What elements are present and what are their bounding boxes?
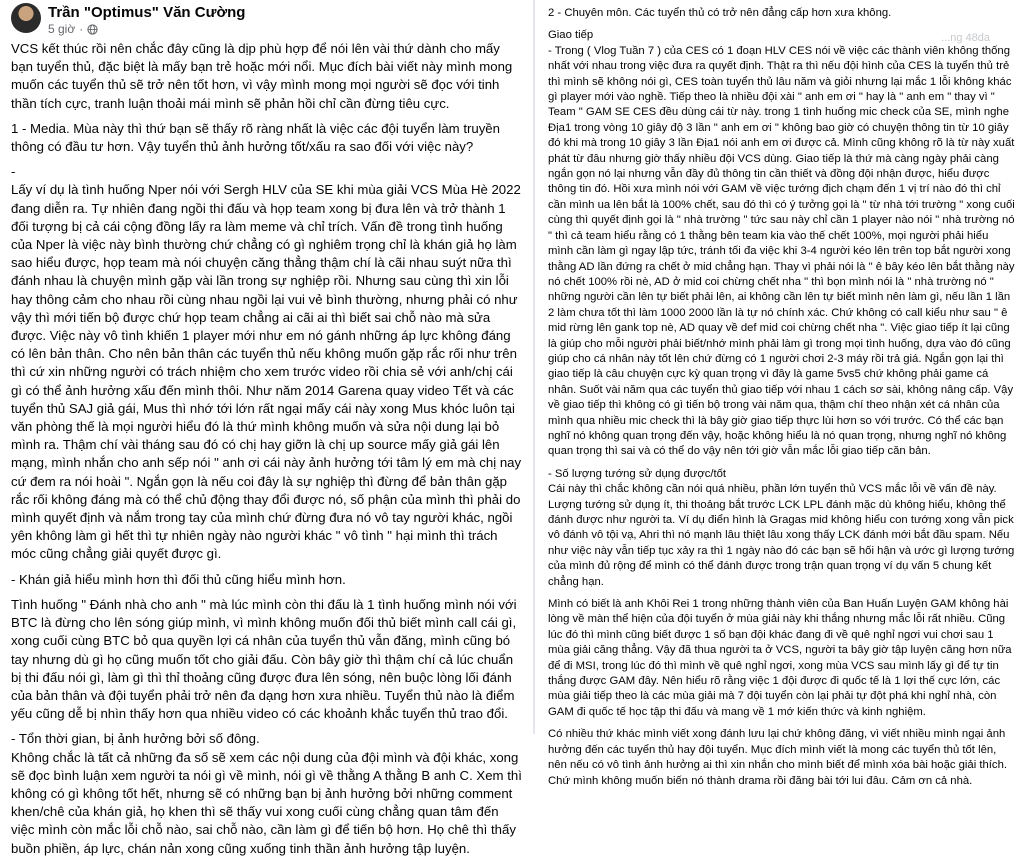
post-header — [0, 0, 532, 40]
post-paragraph: - Lấy ví dụ là tình huống Nper nói với Sergh HLV của SE khi mùa giải VCS Mùa Hè 2022 đang diễn ra. Tự nhiên đang ngồi thi đấu và họp team xong bị đưa lên và trở thành 1 đối tượng bị cả cái cộng đồng lấy ra làm meme và chỉ trích. Vấn đề trong tình huống của Nper là việc này bình thường chứ chẳng có gì nghiêm trọng chỉ là khán giả họ làm sao hiểu được, họp team mà nói chuyện căng thẳng thậm chí là cãi nhau suýt nữa thì đánh nhau là chuyện mình gặp vài lần trong sự nghiệp rồi. Nhưng sau cùng thì xin lỗi hay thông cảm cho nhau rồi cùng nhau ngồi lại vui vẻ bình thường, nhưng phải có như vậy thì mới tiến bộ được chứ họp team chẳng ai cãi ai thì biết sai chỗ nào mà sửa được. Việc này vô tình khiến 1 player mới như em nó gánh những áp lực không đáng có lên bản thân. Cho nên bản thân các tuyển thủ nếu không muốn gặp rắc rối như trên thì cứ xin những người có trách nhiệm cho xem trước video rồi chia sẻ với anh/chị cái gì có thể ảnh hưởng xấu đến mình thôi. Như năm 2014 Garena quay video Tết và các tuyển thủ SAJ giả gái, Mus thì nhớ tới lớn rất ngại mấy cái này xong Mus khóc luôn tại văn phòng thế là mọi người hiểu đó là thứ mình không muốn và sửa nội dung lại bỏ mình ra. Thậm chí vài tháng sau đó có chị hay giỡn là chị up source mấy giả gái lên mạng, mình nhắn cho anh sếp nói " anh ơi cái này ảnh hưởng tới tâm lý em mà chị nay cứ đem ra nói hoài ". Ngắn gọn là nếu coi đây là sự nghiệp thì đừng để bản thân gặp rắc rối không đáng mà có thể chủ động thay đổi được nó, số phận của mình thì phải do mình quyết định và nắm trong tay của mình chứ đừng đưa nó vô tay người khác, ngồi yên không làm gì hết thì tự nhiên ngày nào người khác " vô tình " hại mình thì trách móc cũng chẳng giải quyết được gì. — [11, 164, 522, 562]
post-paragraph: 2 - Chuyên môn. Các tuyển thủ có trở nên đẳng cấp hơn xưa không. — [548, 7, 892, 19]
post-paragraph: Mình có biết là anh Khôi Rei 1 trong những thành viên của Ban Huấn Luyện GAM không hài lòng về màn thể hiện của đội tuyển ở mùa giải này khi thắng nhưng mắc lỗi rất nhiều. Cũng lúc đó thì mình cũng biết được 1 số bạn đội khác đang đi về quê nghỉ ngơi vui chơi sau 1 mùa giải căng thẳng. Vậy đã thua người ta ở VCS, người ta bây giờ tập luyện căng hơn nữa để đi MSI, trong lúc đó thì mình về quê nghỉ ngơi, xong mùa VCS sau mình lấy gì để tự tin thắng được GAM đây. Nên hiểu rõ rằng việc 1 đội được đi quốc tế là 1 lợi thế cực lớn, các mùa giải tiếp theo là các mùa giải mà 7 đội tuyển còn lại phải tự đột phá khi nghỉ nhà, còn GAM đi quốc tế học tập thi đấu và mang về 1 mớ kiến thức và kinh nghiệm. — [548, 598, 1012, 718]
post-paragraph: Có nhiều thứ khác mình viết xong đánh lưu lại chứ không đăng, vì viết nhiều mình ngại ảnh hưởng đến các tuyển thủ hay đội tuyển. Mục đích mình viết là mong các tuyển thủ tốt lên, nên nếu có vô tình ảnh hưởng ai thì xin nhắn cho mình biết để mình xóa bài hoặc giải thích. Chứ mình không muốn biến nó thành drama rồi đăng bài tới lui đâu. Cảm ơn cả nhà. — [548, 728, 1007, 787]
post-meta: 5 giờ · — [48, 22, 98, 36]
post-time[interactable]: 5 giờ — [48, 22, 76, 36]
avatar[interactable] — [11, 3, 41, 33]
post-paragraph: Giao tiếp - Trong ( Vlog Tuần 7 ) của CES có 1 đoạn HLV CES nói về việc các thành viên không thống nhất với nhau trong việc đưa ra quyết định. Thật ra thì nếu đội hình của CES là tuyển thủ trẻ thì mình sẽ không nói gì, CES toàn tuyển thủ lâu năm và giỏi nhưng lại mắc 1 lỗi không khác gì player mới vào nghề. Tiếp theo là nhiều đội xài " anh em ơi " hay là " anh em " thay vì " Team " GAM SE CES đều dùng cái từ này. trong 1 tình huống mic check của SE, mình nghe Địa1 trong vòng 10 giây độ 3 lần " anh em ơi " không bao giờ có chuyện thông tin từ 10 giây đó khi mà trong 10 giây 3 lần Địa1 nói anh em ơi được cả. Mình cũng không rõ là từ này xuất phát từ đâu nhưng giờ thấy nhiều đội VCS dùng. Giao tiếp là thứ mà càng ngày phải càng ngắn gọn nó lại nhưng vẫn đầy đủ thông tin cần thiết và đồng đội nhận được, hiểu được thông tin đó. Hồi xưa mình nói với GAM về việc tướng địch chạm đến 1 vị trí nào đó thì chỉ cần mình ua lên bắt là 100% chết, sau đó thì có ý tưởng gọi là " từ nhà tới trường " xong cuối cùng thì quyết định gọi là " nhà trường " tức sau này chỉ cần 1 player nào nói " nhà trường nó " thì cả team hiểu rằng có 1 thằng bên team kia vào thế chết 100%, mọi người phải hiểu mình cần làm gì ngay lập tức, tránh tối đa việc khi 3-4 người kéo lên trên top bắt người xong thằng AD lần đứng ra chết ở mid chẳng hạn. Thay vì phải nói là " ê bây kéo lên bắt thằng này nó chết 100% rồi nè, AD ở mid coi chừng chết nha " thì bọn mình nói là " nhà trường nó " những người cần lên tự biết phải lên, ai không cần lên tự biết mình nên làm gì, nếu lần 1 lần 2 làm chưa tốt thì làm 1000 2000 lần là tự nó chính xác. Chứ không có call kiểu như sau " ê mid rừng lên gank top nè, AD quay về def mid coi chừng chết nha ". Việc giao tiếp ít lại cũng là giúp cho mỗi người phải biết/nhớ mình phải làm gì trong mọi tình huống, dựa vào đó cũng giúp cho cá nhân này tốt lên chứ đừng có 1 người chơi 2-3 máy rồi trả giá. Ngắn gọn lại thì giao tiếp là câu chuyện cực kỳ quan trọng vì đây là game 5vs5 chứ không phải game cá nhân. Suốt vài năm qua các tuyển thủ giao tiếp với nhau 1 cách sơ sài, không nâng cấp. Vậy về giao tiếp thì không có gì tiến bộ trong vài năm qua, thậm chí theo nhận xét cá nhân của mình qua nhiều mic check thì là bây giờ giao tiếp thực lùi hơn so với trước. Có thể các bạn nghĩ nó không quan trọng đến vậy, hoặc không hiểu là nó quan trọng, nhưng nghĩ nó không quan trọng thì sai và có thể do vậy nên tới giờ vẫn mắc lỗi giao tiếp căn bản. — [548, 29, 1015, 458]
post-paragraph: Tình huống " Đánh nhà cho anh " mà lúc mình còn thi đấu là 1 tình huống mình nói với BTC là đừng cho lên sóng giúp mình, vì mình không muốn đối thủ biết mình call cái gì, xong cuối cùng BTC bỏ qua quyền lợi cá nhân của tuyển thủ vẫn đăng, mình cũng bó tay nhưng dù gì họ cũng muốn tốt cho giải đấu. Còn bây giờ thì thậm chí cả lúc chuẩn bị thi đấu nói gì, làm gì thì thỉ thoảng cũng được đưa lên sóng, nên buộc lòng lối đánh của bản thân và đội tuyển phải trở nên đa dạng hơn xưa nhiều. Tuyển thủ nào là điểm yếu cũng dễ bị nhìn thấy hơn qua nhiều video có các khoảnh khắc tuyển thủ trao đổi. — [11, 596, 517, 722]
post-body-left — [0, 40, 532, 858]
column-divider — [533, 0, 535, 734]
post-paragraph: - Tổn thời gian, bị ảnh hưởng bởi số đông. Không chắc là tất cả những đa số sẽ xem các nội dung của đội mình và đội khác, xong sẽ đọc bình luận xem người ta nói gì về mình, nói gì về thằng A thằng B anh C. Xem thì không có gì không tốt hết, nhưng sẽ có những bạn bị ảnh hưởng bởi những comment khen/chê của khán giả, họ khen thì sẽ thấy vui xong cuối cùng chẳng quan tâm đến việc mình còn mắc lỗi chỗ nào, sai chỗ nào, cần làm gì để tiến bộ hơn. Họ chê thì thấy buồn phiền, áp lực, chán nản xong cũng xuống tinh thần ảnh hưởng tập luyện. — [11, 731, 522, 856]
post-body-right — [537, 0, 1024, 789]
post-paragraph: - Khán giả hiểu mình hơn thì đối thủ cũng hiểu mình hơn. — [11, 571, 346, 587]
post-paragraph: VCS kết thúc rồi nên chắc đây cũng là dịp phù hợp để nói lên vài thứ dành cho mấy bạn tuyển thủ, đặc biệt là mấy bạn trẻ hoặc mới nổi. Mục đích bài viết này mình mong muốn các tuyển thủ sẽ trở nên tốt hơn, vì vậy mình mong mọi người sẽ đọc với tinh thần tích cực, tranh luận thoải mái mình sẽ phản hồi chỉ cần đừng tiêu cực. — [11, 41, 513, 111]
author-name[interactable]: Trần "Optimus" Văn Cường — [48, 4, 246, 21]
post-right-column — [537, 0, 1024, 796]
globe-icon — [87, 24, 98, 35]
post-paragraph: 1 - Media. Mùa này thì thứ bạn sẽ thấy rõ ràng nhất là việc các đội tuyển làm truyền thông có đầu tư hơn. Vậy tuyển thủ ảnh hưởng tốt/xấu ra sao đối với việc này? — [11, 120, 500, 155]
watermark: ...ng 48da — [941, 32, 990, 44]
post-paragraph: - Số lượng tướng sử dụng được/tốt Cái này thì chắc không cần nói quá nhiều, phần lớn tuyển thủ VCS mắc lỗi về vấn đề này. Lượng tướng sử dụng ít, thi thoảng bắt trước LCK LPL đánh mặc dù không hiểu, không thể đánh được như người ta. Ví dụ điển hình là Gragas mid không hiểu con tướng xong vẫn pick vô đánh vô tội vạ, Ahri thì nó mạnh lâu thiệt lâu xong thấy LCK đánh mới bắt đầu spam. Nếu như việc này vẫn tiếp tục xảy ra thì 1 ngày nào đó các bạn sẽ hối hận và ước gì lượng tướng của mình đủ rộng để mình có thể đánh được trong trận quan trọng ví dụ vấn 5 chung kết chẳng hạn. — [548, 467, 1015, 588]
